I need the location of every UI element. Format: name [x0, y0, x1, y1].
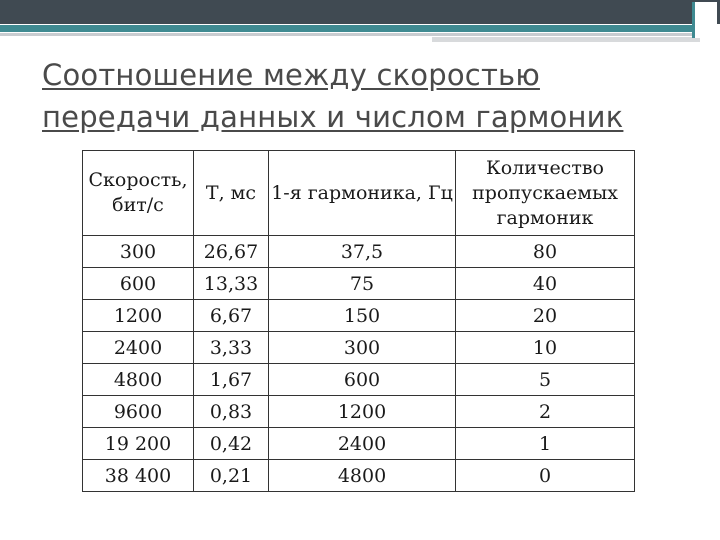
cell-first-harmonic: 37,5	[269, 236, 456, 268]
table-row	[83, 428, 635, 460]
cell-harmonics-count: 40	[456, 268, 635, 300]
table-row	[83, 268, 635, 300]
cell-first-harmonic: 1200	[269, 396, 456, 428]
data-table	[82, 150, 635, 492]
table-row	[83, 236, 635, 268]
cell-speed: 4800	[83, 364, 194, 396]
cell-harmonics-count: 5	[456, 364, 635, 396]
cell-period: 6,67	[194, 300, 269, 332]
cell-harmonics-count: 10	[456, 332, 635, 364]
slide-header-bar	[0, 0, 720, 24]
table-row	[83, 396, 635, 428]
cell-period: 3,33	[194, 332, 269, 364]
cell-speed: 300	[83, 236, 194, 268]
cell-harmonics-count: 1	[456, 428, 635, 460]
gray-accent-line-short	[432, 37, 700, 42]
header-first-harmonic: 1-я гармоника, Гц	[269, 151, 456, 236]
cell-harmonics-count: 0	[456, 460, 635, 492]
cell-harmonics-count: 2	[456, 396, 635, 428]
header-period: Т, мс	[194, 151, 269, 236]
slide-title-line-1: Соотношение между скоростью	[42, 58, 540, 92]
cell-first-harmonic: 600	[269, 364, 456, 396]
cell-period: 26,67	[194, 236, 269, 268]
slide-title-line-2: передачи данных и числом гармоник	[42, 100, 624, 134]
cell-period: 0,42	[194, 428, 269, 460]
cell-speed: 38 400	[83, 460, 194, 492]
cell-period: 0,21	[194, 460, 269, 492]
cell-speed: 1200	[83, 300, 194, 332]
teal-accent-line	[0, 25, 700, 32]
cell-harmonics-count: 80	[456, 236, 635, 268]
table-row	[83, 460, 635, 492]
cell-speed: 2400	[83, 332, 194, 364]
gray-accent-line	[0, 33, 700, 36]
table-row	[83, 300, 635, 332]
cell-first-harmonic: 75	[269, 268, 456, 300]
cell-first-harmonic: 2400	[269, 428, 456, 460]
cell-speed: 9600	[83, 396, 194, 428]
cell-period: 0,83	[194, 396, 269, 428]
cell-first-harmonic: 150	[269, 300, 456, 332]
cell-speed: 19 200	[83, 428, 194, 460]
header-harmonics-count: Количество пропускаемых гармоник	[456, 151, 635, 236]
table-header-row	[83, 151, 635, 236]
cell-harmonics-count: 20	[456, 300, 635, 332]
slide-corner-decoration	[692, 2, 717, 38]
cell-speed: 600	[83, 268, 194, 300]
table-row	[83, 364, 635, 396]
header-speed: Скорость, бит/с	[83, 151, 194, 236]
cell-period: 13,33	[194, 268, 269, 300]
cell-first-harmonic: 300	[269, 332, 456, 364]
cell-first-harmonic: 4800	[269, 460, 456, 492]
table-row	[83, 332, 635, 364]
cell-period: 1,67	[194, 364, 269, 396]
slide-title	[42, 54, 682, 138]
